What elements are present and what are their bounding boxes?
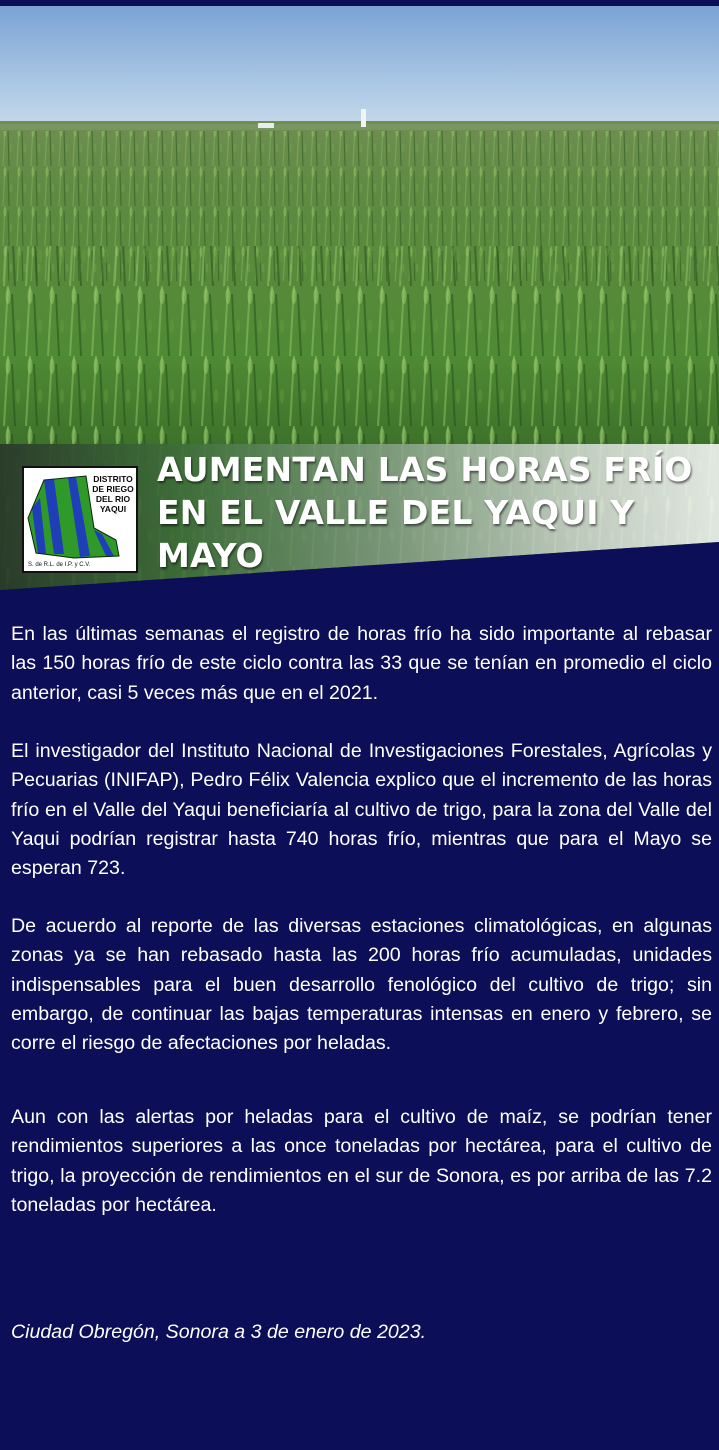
distrito-de-riego-logo bbox=[22, 466, 138, 573]
page-title: AUMENTAN LAS HORAS FRÍO EN EL VALLE DEL YAQUI Y MAYO bbox=[157, 450, 693, 575]
logo-footer-text: S. de R.L. de I.P. y C.V. bbox=[28, 562, 91, 568]
dateline: Ciudad Obregón, Sonora a 3 de enero de 2023. bbox=[11, 1321, 427, 1343]
paragraph-4: Aun con las alertas por heladas para el cultivo de maíz, se podrían tener rendimientos superiores a las once toneladas por hectárea, para el cultivo de trigo, la proyección de rendimientos en el sur de Sonora, es por arriba de las 7.2 toneladas por hectárea. bbox=[11, 1106, 712, 1216]
logo-name-text: DISTRITO DE RIEGO DEL RIO YAQUI bbox=[92, 474, 134, 514]
paragraph-3: De acuerdo al reporte de las diversas estaciones climatológicas, en algunas zonas ya se han rebasado hasta las 200 horas frío acumuladas, unidades indispensables para el buen desarrollo fenológico del cultivo de trigo; sin embargo, de continuar las bajas temperaturas intensas en enero y febrero, se corre el riesgo de afectaciones por heladas. bbox=[11, 915, 712, 1055]
paragraph-2: El investigador del Instituto Nacional de Investigaciones Forestales, Agrícolas y Pecuarias (INIFAP), Pedro Félix Valencia explico que el incremento de las horas frío en el Valle del Yaqui beneficiaría al cultivo de trigo, para la zona del Valle del Yaqui podrían registrar hasta 740 horas frío, mientras que para el Mayo se esperan 723. bbox=[11, 740, 712, 880]
paragraph-1: En las últimas semanas el registro de horas frío ha sido importante al rebasar las 150 horas frío de este ciclo contra las 33 que se tenían en promedio el ciclo anterior, casi 5 veces más que en el 2021. bbox=[11, 623, 712, 704]
